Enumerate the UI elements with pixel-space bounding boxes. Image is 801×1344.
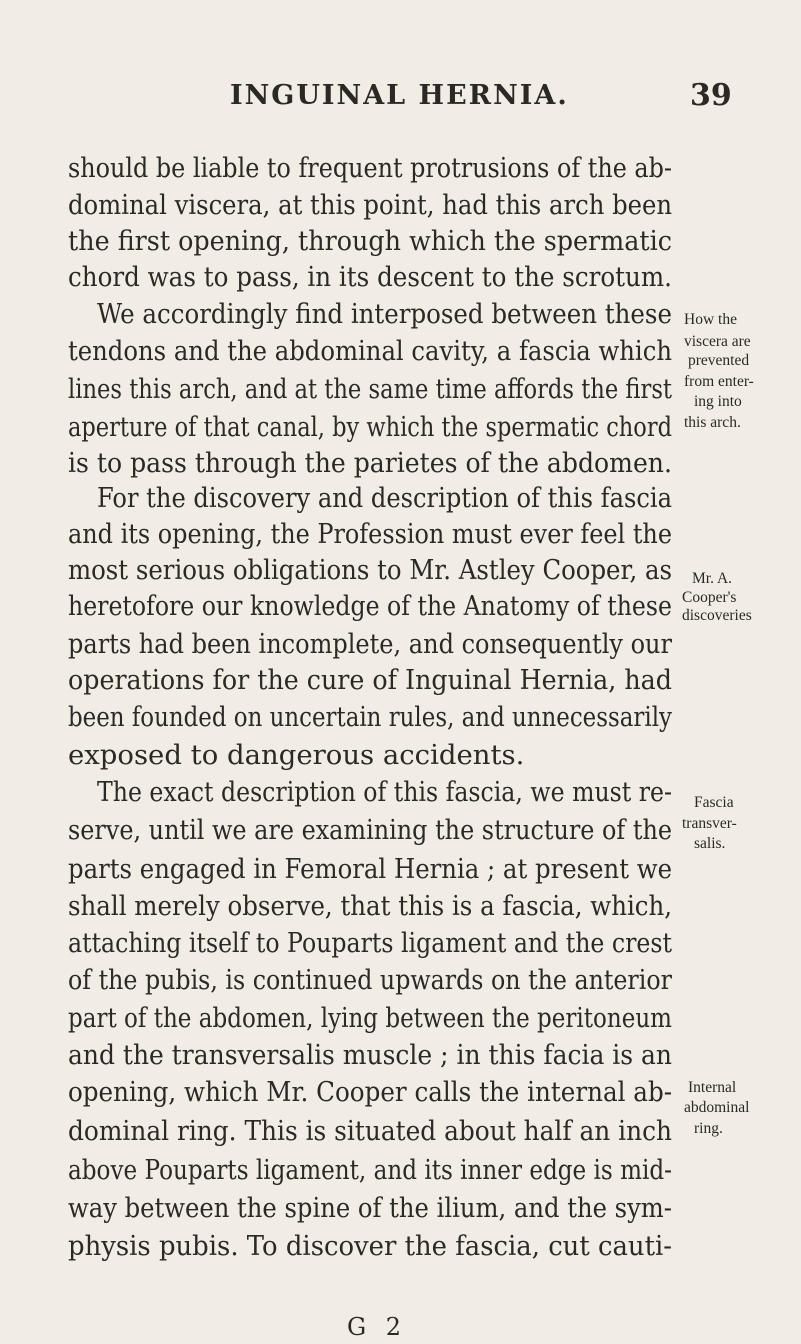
body-line: should be liable to frequent protrusions of the ab- [68, 152, 673, 184]
body-line: For the discovery and description of this fascia [97, 482, 673, 514]
margin-note: transver- [682, 815, 737, 832]
body-line: parts had been incomplete, and consequently our [68, 628, 673, 660]
margin-note: ing into [694, 393, 742, 410]
margin-note: Fascia [694, 794, 734, 811]
margin-note: abdominal [684, 1099, 750, 1116]
body-line: serve, until we are examining the structure of the [68, 814, 673, 846]
body-line: parts engaged in Femoral Hernia ; at present we [68, 853, 673, 885]
body-line: most serious obligations to Mr. Astley Cooper, as [68, 554, 673, 586]
body-line: dominal viscera, at this point, had this arch been [68, 189, 673, 221]
body-line: heretofore our knowledge of the Anatomy of these [68, 590, 672, 622]
body-line: way between the spine of the ilium, and the sym- [68, 1192, 672, 1224]
margin-note: Internal [688, 1079, 737, 1096]
page-number: 39 [690, 78, 732, 113]
page-header [0, 80, 801, 120]
body-line: part of the abdomen, lying between the peritoneum [68, 1002, 672, 1034]
margin-note: Mr. A. [692, 570, 733, 587]
body-line: attaching itself to Pouparts ligament and the crest [68, 927, 672, 959]
body-line: opening, which Mr. Cooper calls the internal ab- [68, 1076, 673, 1108]
running-title: INGUINAL HERNIA. [230, 80, 569, 111]
margin-note: How the [684, 311, 737, 328]
body-line: dominal ring. This is situated about half an inch [68, 1115, 672, 1147]
margin-note: Cooper's [682, 589, 737, 606]
body-line: is to pass through the parietes of the abdomen. [68, 447, 672, 479]
body-line: of the pubis, is continued upwards on the anterior [68, 964, 672, 996]
body-line: exposed to dangerous accidents. [68, 739, 525, 771]
body-line: above Pouparts ligament, and its inner edge is mid- [68, 1154, 672, 1186]
body-line: physis pubis. To discover the fascia, cut cauti- [68, 1230, 673, 1262]
body-line: the first opening, through which the spermatic [68, 225, 673, 257]
body-line: operations for the cure of Inguinal Hernia, had [68, 664, 672, 696]
body-line: The exact description of this fascia, we must re- [97, 776, 672, 808]
margin-note: discoveries [682, 607, 752, 624]
margin-note: salis. [694, 835, 726, 852]
body-line: tendons and the abdominal cavity, a fascia which [68, 335, 672, 367]
margin-note: viscera are [684, 333, 751, 350]
signature-mark: G 2 [347, 1313, 408, 1341]
margin-note: ring. [694, 1120, 723, 1137]
margin-note: from enter- [684, 373, 754, 390]
body-line: shall merely observe, that this is a fascia, which, [68, 890, 673, 922]
margin-note: prevented [688, 352, 750, 369]
body-line: and the transversalis muscle ; in this facia is an [68, 1039, 673, 1071]
body-line: aperture of that canal, by which the spermatic chord [68, 411, 672, 443]
margin-note: this arch. [684, 414, 741, 431]
body-line: lines this arch, and at the same time affords the first [68, 373, 673, 405]
body-line: chord was to pass, in its descent to the scrotum. [68, 261, 672, 293]
body-line: We accordingly find interposed between these [97, 298, 672, 330]
body-line: and its opening, the Profession must ever feel the [68, 518, 672, 550]
body-line: been founded on uncertain rules, and unnecessarily [68, 701, 672, 733]
